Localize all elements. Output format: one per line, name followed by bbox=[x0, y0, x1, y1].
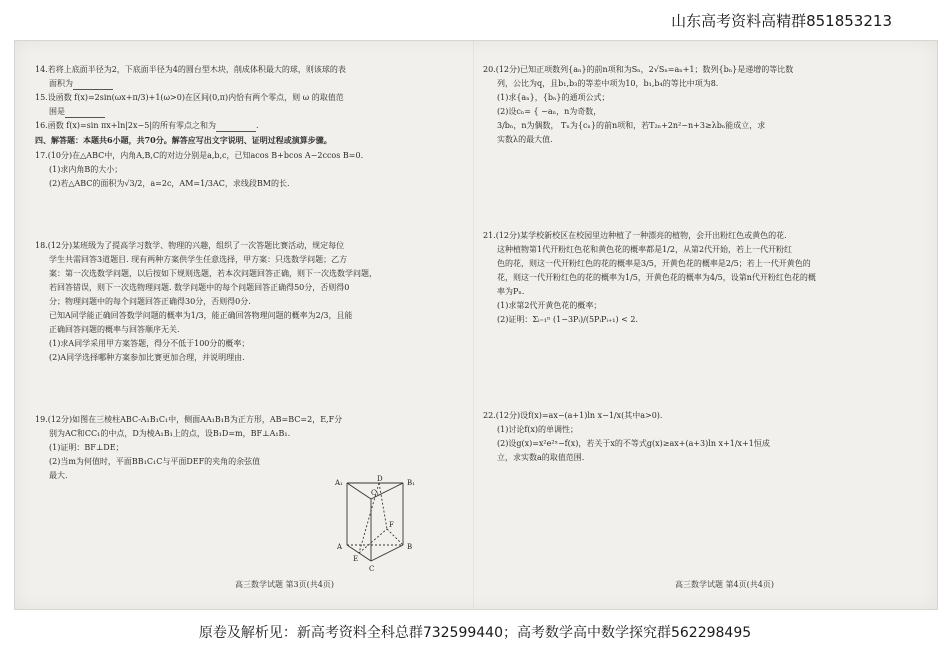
label-C: C bbox=[369, 565, 375, 573]
question-15: 15.设函数 f(x)=2sin(ωx+π/3)+1(ω>0)在区间(0,π)内恰有两个零点，则 ω 的取值范 bbox=[35, 93, 344, 102]
watermark-top: 山东高考资料高精群851853213 bbox=[671, 12, 892, 30]
question-18-line-5: 分；物理问题中的每个问题回答正确得30分，否则得0分. bbox=[49, 297, 251, 306]
question-22: 22.(12分)设f(x)=ax−(a+1)ln x−1/x(其中a>0). bbox=[483, 411, 663, 420]
prism-figure bbox=[333, 473, 423, 573]
section-4-heading: 四、解答题：本题共6小题，共70分。解答应写出文字说明、证明过程或演算步骤。 bbox=[35, 135, 332, 145]
label-F: F bbox=[389, 521, 394, 529]
label-B: B bbox=[407, 543, 413, 551]
question-15-cont: 围是 bbox=[35, 105, 435, 118]
page-4-column bbox=[483, 63, 883, 465]
label-D: D bbox=[377, 475, 383, 483]
question-14: 14.若将上底面半径为2，下底面半径为4的圆台型木块，削成体积最大的球，则该球的表 bbox=[35, 65, 346, 74]
question-18: 18.(12分)某班级为了提高学习数学、物理的兴趣，组织了一次答题比赛活动，规定每位 bbox=[35, 241, 345, 250]
label-B1: B₁ bbox=[407, 479, 415, 487]
page-3-column bbox=[35, 63, 435, 483]
question-18-line-4: 若回答错误，则下一次选物理问题. 数学问题中的每个问题回答正确得50分，否则得0 bbox=[49, 283, 350, 292]
question-19-part-2: (2)当m为何值时，平面BB₁C₁C与平面DEF的夹角的余弦值 bbox=[49, 457, 261, 466]
question-20-part-2c: 实数λ的最大值. bbox=[497, 135, 553, 144]
question-18-line-7: 正确回答问题的概率与回答顺序无关. bbox=[49, 325, 180, 334]
question-22-part-2-cont: 立，求实数a的取值范围. bbox=[497, 453, 585, 462]
question-21-part-2: (2)证明：Σᵢ₌₁ⁿ (1−3Pᵢ)/(5PᵢPᵢ₊₁) < 2. bbox=[497, 315, 639, 324]
scanned-exam-sheet bbox=[14, 40, 938, 610]
label-E: E bbox=[353, 555, 359, 563]
question-22-part-2: (2)设g(x)=x²e²ˣ−f(x)，若关于x的不等式g(x)≥ax+(a+3)ln x+1/x+1恒成 bbox=[497, 439, 770, 448]
question-21-line-2: 这种植物第1代开粉红色花和黄色花的概率都是1/2，从第2代开始，若上一代开粉红 bbox=[497, 245, 793, 254]
page-4-footer: 高三数学试题 第4页(共4页) bbox=[675, 580, 774, 589]
question-19-line-2: 别为AC和CC₁的中点，D为棱A₁B₁上的点，设B₁D=m，BF⊥A₁B₁. bbox=[49, 429, 291, 438]
watermark-bottom: 原卷及解析见：新高考资料全科总群732599440；高考数学高中数学探究群562298495 bbox=[198, 625, 752, 641]
question-17-part-2: (2)若△ABC的面积为√3/2，a=2c，AM=1/3AC，求线段BM的长. bbox=[49, 179, 290, 188]
question-20: 20.(12分)已知正项数列{aₙ}的前n项和为Sₙ，2√Sₙ=aₙ+1；数列{bₙ}是递增的等比数 bbox=[483, 65, 794, 74]
question-18-part-2: (2)A同学选择哪种方案参加比赛更加合理，并说明理由. bbox=[49, 353, 245, 362]
question-20-part-1: (1)求{aₙ}，{bₙ}的通项公式； bbox=[497, 93, 610, 102]
question-18-line-2: 学生共需回答3道题目. 现有两种方案供学生任意选择，甲方案：只选数学问题；乙方 bbox=[49, 255, 348, 264]
question-20-line-2: 列，公比为q，且b₁,b₃的等差中项为10，b₁,b₄的等比中项为8. bbox=[497, 79, 719, 88]
question-14-cont: 面积为 bbox=[35, 77, 435, 90]
page-3-footer: 高三数学试题 第3页(共4页) bbox=[235, 580, 334, 589]
question-19: 19.(12分)如图在三棱柱ABC-A₁B₁C₁中，侧面AA₁B₁B为正方形，AB=BC=2，E,F分 bbox=[35, 415, 343, 424]
question-18-line-3: 案：第一次选数学问题，以后按如下规则选题，若本次问题回答正确，则下一次选数学问题， bbox=[49, 269, 377, 278]
question-16: 16.函数 f(x)=sin πx+ln|2x−5|的所有零点之和为 . bbox=[35, 121, 259, 130]
question-19-part-1: (1)证明：BF⊥DE； bbox=[49, 443, 124, 452]
question-21-line-3: 色的花，则这一代开粉红色的花的概率是3/5，开黄色花的概率是2/5；若上一代开黄色的 bbox=[497, 259, 811, 268]
label-A: A bbox=[337, 543, 343, 551]
question-17-part-1: (1)求内角B的大小； bbox=[49, 165, 123, 174]
question-18-line-6: 已知A同学能正确回答数学问题的概率为1/3，能正确回答物理问题的概率为2/3，且能 bbox=[49, 311, 353, 320]
question-20-part-2b: 3/bₙ，n为偶数， Tₙ为{cₙ}的前n项和，若T₂ₙ+2n²−n+3≥λbₙ能成立，求 bbox=[497, 121, 766, 130]
question-21-line-4: 花，则这一代开粉红色的花的概率为1/5，开黄色花的概率为4/5，设第n代开粉红色花的概 bbox=[497, 273, 816, 282]
label-A1: A₁ bbox=[335, 479, 343, 487]
page-fold-line bbox=[473, 41, 474, 609]
question-21: 21.(12分)某学校新校区在校园里边种植了一种漂亮的植物，会开出粉红色或黄色的花. bbox=[483, 231, 787, 240]
question-20-part-2a: (2)设cₙ= { −aₙ，n为奇数， bbox=[497, 107, 602, 116]
label-C1: C₁ bbox=[371, 489, 380, 497]
question-18-part-1: (1)求A同学采用甲方案答题，得分不低于100分的概率； bbox=[49, 339, 250, 348]
question-21-part-1: (1)求第2代开黄色花的概率； bbox=[497, 301, 602, 310]
question-21-line-5: 率为Pₙ. bbox=[497, 287, 525, 296]
question-17: 17.(10分)在△ABC中，内角A,B,C的对边分别是a,b,c，已知acos B+bcos A−2ccos B=0. bbox=[35, 151, 364, 160]
question-19-part-2-cont: 最大. bbox=[49, 471, 68, 480]
question-22-part-1: (1)讨论f(x)的单调性； bbox=[497, 425, 579, 434]
